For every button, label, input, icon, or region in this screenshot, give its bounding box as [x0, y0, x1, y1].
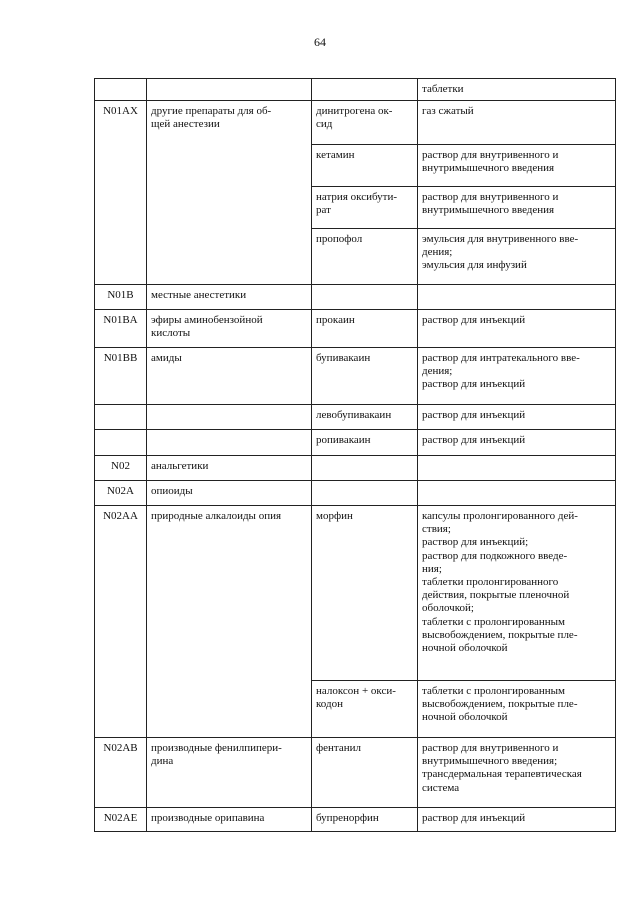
drug-name-cell: натрия оксибути- рат: [312, 187, 418, 229]
atc-code-cell: N01AX: [95, 101, 147, 285]
atc-code-cell: N02AA: [95, 506, 147, 738]
group-name-cell: природные алкалоиды опия: [147, 506, 312, 738]
atc-code-cell: N02: [95, 456, 147, 481]
table-row: [95, 285, 616, 310]
dosage-form-cell: раствор для внутривенного и внутримышечного введения; трансдермальная терапевтическая система: [418, 738, 616, 808]
dosage-form-cell: раствор для интратекального вве- дения; раствор для инъекций: [418, 348, 616, 405]
group-name-cell: [147, 430, 312, 456]
drug-name-cell: фентанил: [312, 738, 418, 808]
group-name-cell: производные фенилпипери- дина: [147, 738, 312, 808]
group-name-cell: анальгетики: [147, 456, 312, 481]
table-row: [95, 310, 616, 348]
drug-name-cell: [312, 285, 418, 310]
atc-code-cell: N01BA: [95, 310, 147, 348]
page-number: 64: [314, 35, 326, 49]
dosage-form-cell: капсулы пролонгированного дей- ствия; раствор для инъекций; раствор для подкожного введе- ния; таблетки пролонгированного действия, покрытые пленочной оболочкой; таблетки с пролонгированным высвобождением, покрытые пле- ночной оболочкой: [418, 506, 616, 681]
dosage-form-cell: эмульсия для внутривенного вве- дения; эмульсия для инфузий: [418, 229, 616, 285]
table-row: [95, 481, 616, 506]
drug-name-cell: прокаин: [312, 310, 418, 348]
drug-name-cell: морфин: [312, 506, 418, 681]
dosage-form-cell: [418, 285, 616, 310]
group-name-cell: другие препараты для об- щей анестезии: [147, 101, 312, 285]
dosage-form-cell: таблетки с пролонгированным высвобождением, покрытые пле- ночной оболочкой: [418, 681, 616, 738]
drug-name-cell: [312, 79, 418, 101]
table-row: [95, 808, 616, 832]
table-row: [95, 506, 616, 681]
table-row: [95, 430, 616, 456]
atc-code-cell: N02A: [95, 481, 147, 506]
dosage-form-cell: раствор для инъекций: [418, 808, 616, 832]
dosage-form-cell: раствор для инъекций: [418, 430, 616, 456]
atc-code-cell: [95, 79, 147, 101]
drug-name-cell: бупренорфин: [312, 808, 418, 832]
dosage-form-cell: раствор для инъекций: [418, 310, 616, 348]
atc-code-cell: N01BB: [95, 348, 147, 405]
group-name-cell: производные орипавина: [147, 808, 312, 832]
dosage-form-cell: [418, 456, 616, 481]
table-row: [95, 456, 616, 481]
dosage-form-cell: таблетки: [418, 79, 616, 101]
atc-code-cell: N01B: [95, 285, 147, 310]
drug-table: [94, 78, 616, 832]
dosage-form-cell: [418, 481, 616, 506]
atc-code-cell: [95, 405, 147, 430]
table-row: [95, 348, 616, 405]
table-row: [95, 79, 616, 101]
drug-name-cell: бупивакаин: [312, 348, 418, 405]
drug-name-cell: левобупивакаин: [312, 405, 418, 430]
atc-code-cell: N02AE: [95, 808, 147, 832]
atc-code-cell: N02AB: [95, 738, 147, 808]
group-name-cell: амиды: [147, 348, 312, 405]
drug-name-cell: кетамин: [312, 145, 418, 187]
dosage-form-cell: газ сжатый: [418, 101, 616, 145]
table-row: [95, 101, 616, 145]
table-row: [95, 738, 616, 808]
dosage-form-cell: раствор для внутривенного и внутримышечного введения: [418, 187, 616, 229]
drug-name-cell: пропофол: [312, 229, 418, 285]
drug-name-cell: [312, 456, 418, 481]
table-row: [95, 405, 616, 430]
group-name-cell: опиоиды: [147, 481, 312, 506]
group-name-cell: местные анестетики: [147, 285, 312, 310]
drug-name-cell: [312, 481, 418, 506]
drug-name-cell: динитрогена ок- сид: [312, 101, 418, 145]
dosage-form-cell: раствор для внутривенного и внутримышечного введения: [418, 145, 616, 187]
group-name-cell: эфиры аминобензойной кислоты: [147, 310, 312, 348]
atc-code-cell: [95, 430, 147, 456]
group-name-cell: [147, 79, 312, 101]
drug-name-cell: ропивакаин: [312, 430, 418, 456]
group-name-cell: [147, 405, 312, 430]
dosage-form-cell: раствор для инъекций: [418, 405, 616, 430]
drug-name-cell: налоксон + окси- кодон: [312, 681, 418, 738]
